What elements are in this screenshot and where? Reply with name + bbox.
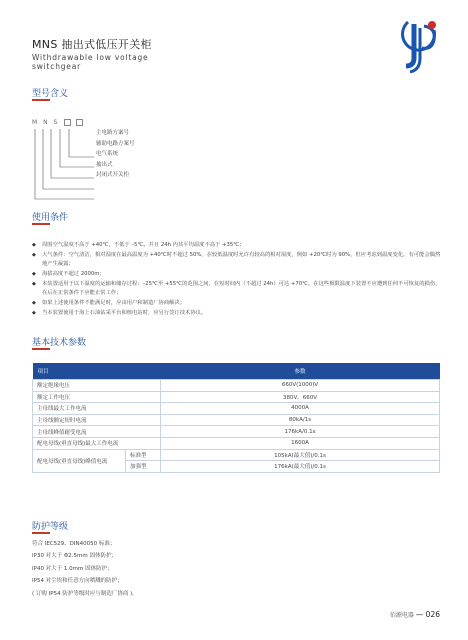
param-item: 主母线额定短时电流: [33, 414, 161, 426]
column-header-value: 参数: [161, 363, 440, 380]
section-protection-heading: 防护等级: [32, 522, 69, 532]
protection-line: IP40 对大于 1.0mm 固体防护；: [32, 565, 113, 572]
section-model-heading: 型号含义: [32, 89, 69, 99]
param-value: 4000A: [161, 403, 440, 415]
param-item: 配电母线(垂直母线)峰值电流: [33, 449, 126, 472]
section-underline: [32, 532, 50, 534]
protection-line: IP30 对大于 Φ2.5mm 固体防护；: [32, 553, 117, 560]
condition-item: ◆ 海拔高度不超过 2000m；: [32, 270, 442, 279]
param-value: 105kA(最大值)/0.1s: [161, 449, 440, 461]
param-value: 380V、660V: [161, 391, 440, 403]
code-box: [64, 119, 71, 126]
model-labels: [96, 128, 135, 181]
section-underline: [32, 348, 50, 350]
model-label: 抽出式: [96, 161, 113, 168]
param-item: 主母线最大工作电流: [33, 403, 161, 415]
table-row: [33, 437, 440, 449]
section-params-heading: 基本技术参数: [32, 338, 87, 348]
param-value: 80kA/1s: [161, 414, 440, 426]
footer-brand: 佰源电器: [389, 612, 414, 619]
table-row: [33, 391, 440, 403]
protection-list: [32, 538, 138, 600]
condition-item: ◆ 大气条件：空气清洁，相对湿度在最高温度为 +40℃时不超过 50%，在较低温度时允许有较高的相对湿度，例如 +20℃时为 90%，但应考虑到温度变化，有可能会偶然地产生凝露；: [32, 251, 442, 268]
table-row: [33, 380, 440, 392]
param-subtype: 加强型: [126, 461, 161, 473]
param-value: 660V(1000)V: [161, 380, 440, 392]
condition-item: ◆ 周围空气温度不高于 +40℃，不低于 –5℃。并且 24h 内其平均温度不高于 +35℃；: [32, 241, 442, 250]
params-table: [32, 363, 440, 473]
table-row: [33, 426, 440, 438]
model-label: 电气系统: [96, 151, 119, 158]
model-code: M N S: [32, 119, 83, 126]
param-value: 1600A: [161, 437, 440, 449]
page-subtitle: Withdrawable low voltage switchgear: [32, 53, 149, 71]
section-conditions-heading: 使用条件: [32, 213, 69, 223]
param-item: 主母线峰值耐受电流: [33, 426, 161, 438]
page-footer: [390, 610, 440, 619]
column-header-item: 项目: [33, 363, 161, 380]
page-title: MNS 抽出式低压开关柜: [32, 38, 152, 51]
model-label: 主电路方案号: [96, 130, 130, 136]
condition-item: ◆ 本装置适用于以下温度的运输和储存过程：–25℃至 +55℃的范围之间，在短时间内（不超过 24h）可达 +70℃，在这些极限温度下装置不应遭到任何不可恢复的损伤，在后在正常条件下应能正常工作；: [32, 280, 442, 297]
condition-item: ◆ 如果上述使用条件不能满足时，应由用户和制造厂协商解决；: [32, 299, 442, 308]
conditions-list: [32, 241, 442, 319]
code-box: [76, 119, 83, 126]
table-row: [33, 449, 440, 461]
table-row: [33, 414, 440, 426]
param-subtype: 标准型: [126, 449, 161, 461]
param-item: 配电母线(垂直母线)最大工作电流: [33, 437, 161, 449]
model-label: 封闭式开关柜: [96, 172, 130, 179]
param-value: 176kA/0.1s: [161, 426, 440, 438]
protection-line: IP54 对尘埃和任意方向喷溅的防护；: [32, 578, 123, 585]
section-underline: [32, 223, 50, 225]
protection-line: ( 订购 IP54 防护等级时应与制造厂协商 )。: [32, 590, 138, 597]
table-row: [33, 403, 440, 415]
section-underline: [32, 99, 50, 101]
table-header-row: [33, 363, 440, 380]
param-item: 额定工作电压: [33, 391, 161, 403]
model-label: 辅助电路方案号: [96, 140, 135, 147]
page-number: — 026: [415, 610, 440, 619]
protection-line: 符合 IEC529、DIN40050 标准；: [32, 541, 116, 547]
param-item: 额定绝缘电压: [33, 380, 161, 392]
condition-item: ◆ 当本装置使用于海上石油钻采平台和核电站时，应另行签订技术协议。: [32, 309, 442, 318]
company-logo-icon: [400, 18, 440, 73]
param-value: 176kA(最大值)/0.1s: [161, 461, 440, 473]
